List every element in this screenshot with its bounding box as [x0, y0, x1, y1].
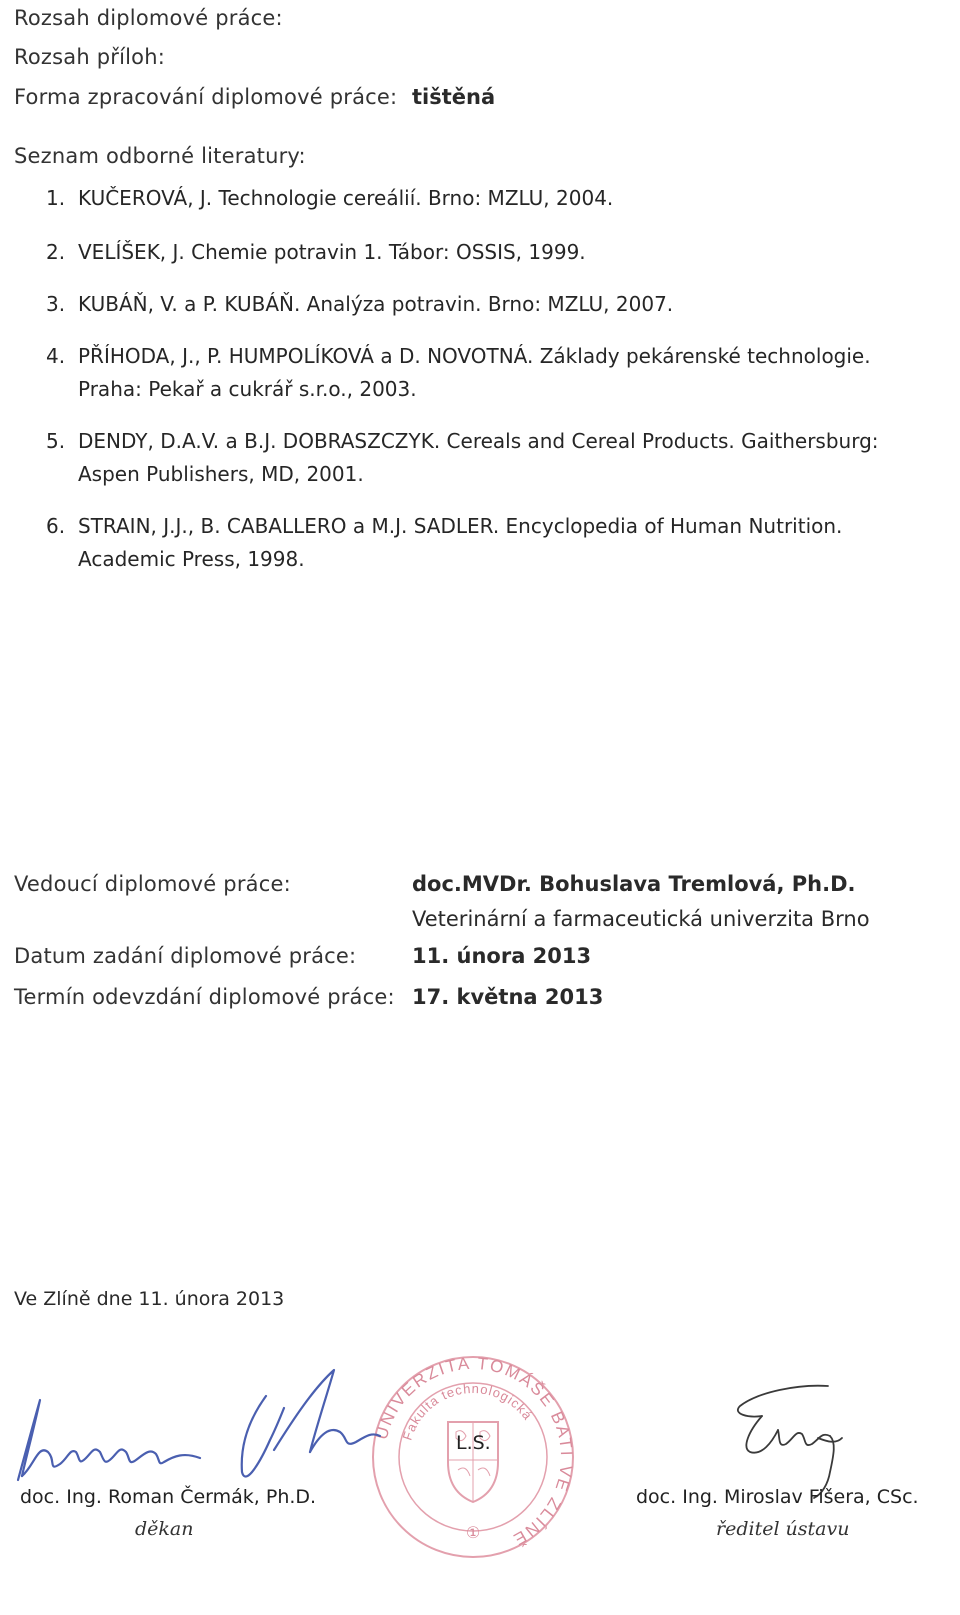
list-item-continuation: Aspen Publishers, MD, 2001.	[78, 462, 364, 486]
right-signature	[718, 1372, 918, 1502]
literatura-title: Seznam odborné literatury:	[14, 144, 306, 168]
right-signer-role: ředitel ústavu	[716, 1518, 850, 1540]
list-item-continuation: Praha: Pekař a cukrář s.r.o., 2003.	[78, 377, 417, 401]
stamp-ls: L.S.	[456, 1432, 491, 1454]
vedouci-institution: Veterinární a farmaceutická univerzita Brno	[412, 907, 870, 931]
forma-label: Forma zpracování diplomové práce:	[14, 85, 398, 109]
rozsah-prace-label: Rozsah diplomové práce:	[14, 6, 283, 30]
termin-label: Termín odevzdání diplomové práce:	[14, 985, 395, 1009]
left-signature	[4, 1348, 384, 1488]
stamp-seal	[368, 1352, 578, 1562]
list-item: 6. STRAIN, J.J., B. CABALLERO a M.J. SADLER. Encyclopedia of Human Nutrition.	[46, 514, 843, 538]
stamp-number: ①	[465, 1523, 481, 1542]
datum-zadani-label: Datum zadání diplomové práce:	[14, 944, 357, 968]
list-item: 2. VELÍŠEK, J. Chemie potravin 1. Tábor: OSSIS, 1999.	[46, 240, 586, 264]
forma-value: tištěná	[412, 85, 496, 109]
list-item: 3. KUBÁŇ, V. a P. KUBÁŇ. Analýza potravin. Brno: MZLU, 2007.	[46, 292, 674, 316]
left-signer-role: děkan	[135, 1518, 194, 1540]
termin-value: 17. května 2013	[412, 985, 604, 1009]
list-item: 4. PŘÍHODA, J., P. HUMPOLÍKOVÁ a D. NOVOTNÁ. Základy pekárenské technologie.	[46, 344, 871, 368]
right-signer-name: doc. Ing. Miroslav Fišera, CSc.	[636, 1486, 919, 1508]
rozsah-priloh-label: Rozsah příloh:	[14, 45, 165, 69]
list-item: 1. KUČEROVÁ, J. Technologie cereálií. Brno: MZLU, 2004.	[46, 186, 614, 210]
stamp-outer-text: UNIVERZITA TOMÁŠE BATI VE ZLÍNĚ	[371, 1353, 577, 1550]
place-date: Ve Zlíně dne 11. února 2013	[14, 1288, 285, 1310]
left-signer-name: doc. Ing. Roman Čermák, Ph.D.	[20, 1486, 317, 1508]
stamp-inner-text: Fakulta technologická	[399, 1380, 536, 1443]
vedouci-label: Vedoucí diplomové práce:	[14, 872, 291, 896]
vedouci-name: doc.MVDr. Bohuslava Tremlová, Ph.D.	[412, 872, 856, 896]
datum-zadani-value: 11. února 2013	[412, 944, 592, 968]
list-item: 5. DENDY, D.A.V. a B.J. DOBRASZCZYK. Cereals and Cereal Products. Gaithersburg:	[46, 429, 879, 453]
list-item-continuation: Academic Press, 1998.	[78, 547, 305, 571]
